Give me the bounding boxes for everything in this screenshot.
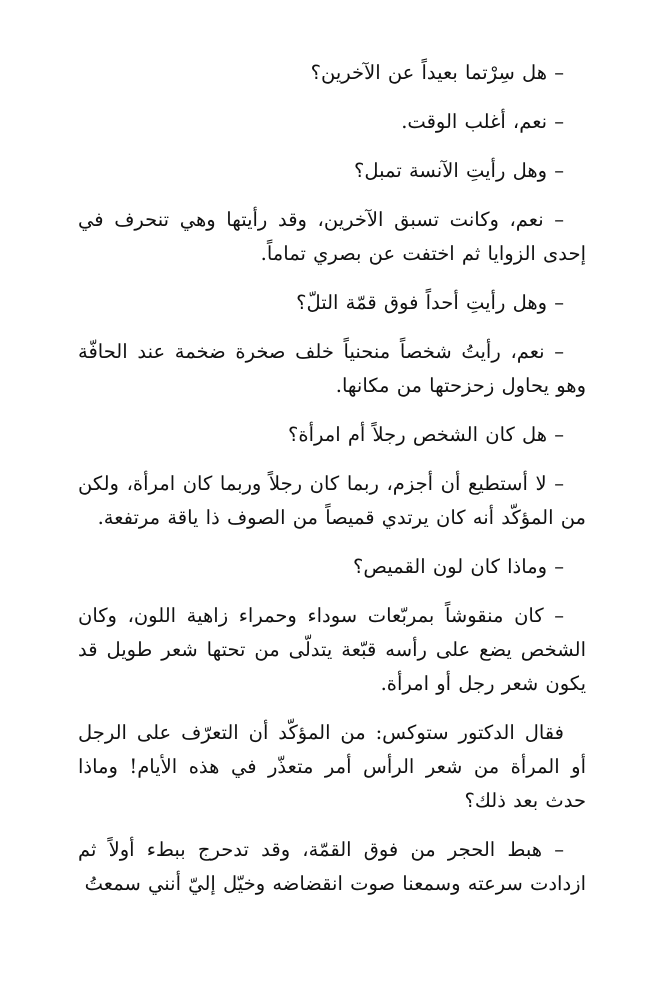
dialogue-line: – وهل رأيتِ الآنسة تمبل؟ bbox=[354, 159, 564, 182]
dialogue-line: – هبط الحجر من فوق القمّة، وقد تدحرج ببطء أولاً ثم ازدادت سرعته وسمعنا صوت انقضاضه وخيّل إليّ أنني سمعتُ bbox=[78, 838, 586, 895]
dialogue-line: – نعم، وكانت تسبق الآخرين، وقد رأيتها وهي تنحرف في إحدى الزوايا ثم اختفت عن بصري تماماً. bbox=[78, 208, 586, 265]
dialogue-line: – هل كان الشخص رجلاً أم امرأة؟ bbox=[288, 423, 564, 446]
narration-paragraph: فقال الدكتور ستوكس: من المؤكّد أن التعرّف على الرجل أو المرأة من شعر الرأس أمر متعذّر في هذه الأيام! وماذا حدث بعد ذلك؟ bbox=[78, 721, 586, 812]
dialogue-line: – هل سِرْتما بعيداً عن الآخرين؟ bbox=[310, 61, 564, 84]
dialogue-line: – نعم، أغلب الوقت. bbox=[401, 110, 564, 133]
dialogue-line: – لا أستطيع أن أجزم، ربما كان رجلاً وربما كان امرأة، ولكن من المؤكّد أنه كان يرتدي قميصاً من الصوف ذا ياقة مرتفعة. bbox=[78, 472, 586, 529]
dialogue-line: – وهل رأيتِ أحداً فوق قمّة التلّ؟ bbox=[296, 291, 564, 314]
dialogue-line: – نعم، رأيتُ شخصاً منحنياً خلف صخرة ضخمة عند الحافّة وهو يحاول زحزحتها من مكانها. bbox=[78, 340, 586, 397]
page-text bbox=[78, 56, 586, 916]
dialogue-line: – وماذا كان لون القميص؟ bbox=[353, 555, 564, 578]
dialogue-line: – كان منقوشاً بمربّعات سوداء وحمراء زاهية اللون، وكان الشخص يضع على رأسه قبّعة يتدلّى من تحتها شعر طويل قد يكون شعر رجل أو امرأة. bbox=[78, 604, 586, 695]
